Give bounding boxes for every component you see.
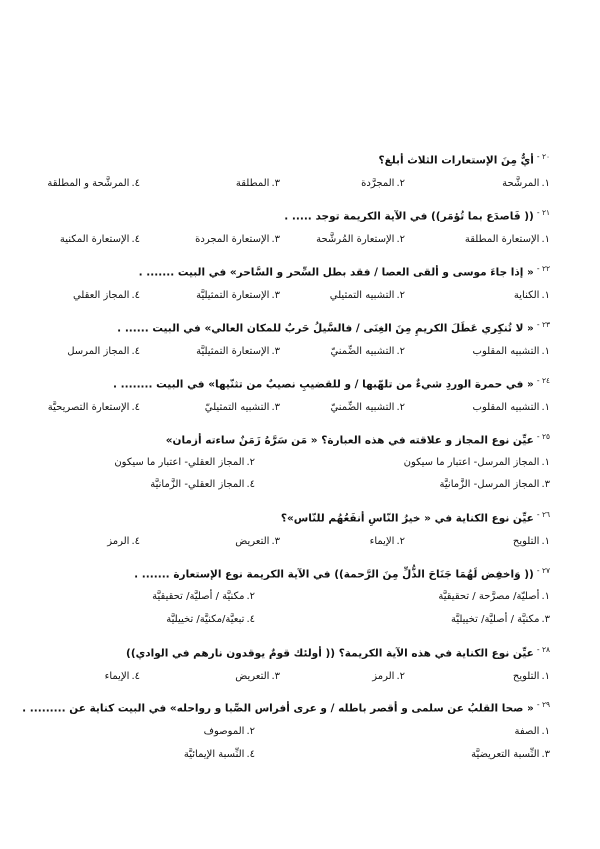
question-number: ٢٨ - — [536, 645, 550, 654]
question-number: ٢٥ - — [536, 432, 550, 441]
option-1[interactable]: ١.التشبيه المقلوب — [472, 346, 550, 357]
options-21 — [40, 234, 550, 250]
option-4[interactable]: ٤.المرشَّحة و المطلقة — [47, 178, 140, 189]
option-3[interactable]: ٣.الإستعارة التمثيليَّة — [196, 290, 280, 301]
question-24 — [113, 376, 550, 391]
question-25 — [166, 432, 550, 447]
options-23 — [40, 346, 550, 362]
option-3[interactable]: ٣.التشبيه التمثيليّ — [204, 402, 280, 413]
option-1[interactable]: ١.التلويح — [512, 536, 550, 547]
question-text: عيِّن نوع الكناية في هذه الآية الكريمة؟ (( أولئك قومٌ يوقدون نارهم في الوادي)) — [126, 647, 534, 660]
option-1[interactable]: ١.الإستعارة المطلقة — [464, 234, 550, 245]
question-text: « صحا القلبُ عن سلمى و أقصر باطله / و عرى أفراس الصِّبا و رواحله» في البيت كناية عن ......... . — [22, 702, 534, 715]
option-2[interactable]: ٢.التشبيه التمثيلي — [329, 290, 405, 301]
question-23 — [117, 320, 550, 335]
option-4[interactable]: ٤.الإستعارة التصريحيَّة — [47, 402, 140, 413]
option-4[interactable]: ٤.الإيماء — [104, 671, 140, 682]
question-number: ٢٣ - — [536, 320, 550, 329]
option-3[interactable]: ٣.التعريض — [235, 671, 280, 682]
option-1[interactable]: ١.الصفة — [514, 726, 550, 737]
options-25-row1 — [40, 457, 550, 473]
options-20 — [40, 178, 550, 194]
option-4[interactable]: ٤.المجاز العقلي — [72, 290, 140, 301]
options-22 — [40, 290, 550, 306]
option-4[interactable]: ٤.المجاز العقلي- الزَّمانيَّة — [150, 479, 255, 490]
options-28 — [40, 671, 550, 687]
option-1[interactable]: ١.التلويح — [512, 671, 550, 682]
option-4[interactable]: ٤.النِّسبة الإيمائيَّة — [183, 749, 255, 760]
option-1[interactable]: ١.أصليّة/ مصرَّحة / تحقيقيَّة — [438, 591, 550, 602]
question-text: أيٌّ مِنَ الإستعارات الثلاث أبلغ؟ — [378, 154, 534, 167]
question-number: ٢٤ - — [536, 376, 550, 385]
option-4[interactable]: ٤.الإستعارة المكنية — [59, 234, 140, 245]
option-2[interactable]: ٢.الإيماء — [369, 536, 405, 547]
question-text: « إذا جاءَ موسى و ألقى العصا / فقد بطل السِّحر و السَّاحر» في البيت ....... . — [138, 266, 534, 279]
options-27-row1 — [40, 591, 550, 607]
option-3[interactable]: ٣.التعريض — [235, 536, 280, 547]
option-4[interactable]: ٤.الرمز — [107, 536, 140, 547]
question-number: ٢٠ - — [536, 152, 550, 161]
option-3[interactable]: ٣.الإستعارة المجردة — [195, 234, 280, 245]
question-21 — [284, 208, 550, 223]
options-27-row2 — [40, 614, 550, 630]
question-22 — [139, 264, 550, 279]
question-number: ٢٢ - — [536, 264, 550, 273]
question-text: « في حمرة الوردِ شيءٌ من تلهّبها / و للقضيبِ نصيبٌ من تثنّيها» في البيت ........ . — [112, 378, 534, 391]
question-text: (( وَاخفِض لَهُمَا جَنَاحَ الذُّلِّ مِنَ الرَّحمة)) في الآية الكريمة نوع الإستعارة ....... . — [134, 568, 534, 581]
options-26 — [40, 536, 550, 552]
options-25-row2 — [40, 479, 550, 495]
option-1[interactable]: ١.الكناية — [513, 290, 550, 301]
option-4[interactable]: ٤.المجاز المرسل — [67, 346, 140, 357]
option-2[interactable]: ٢.الموصوف — [203, 726, 255, 737]
option-2[interactable]: ٢.الإستعارة المُرشَّحة — [316, 234, 405, 245]
options-29-row2 — [40, 749, 550, 765]
option-2[interactable]: ٢.الرمز — [372, 671, 405, 682]
question-number: ٢٩ - — [536, 700, 550, 709]
question-text: (( فَاصدَع بما تُؤمَر)) في الآية الكريمة توجد ..... . — [284, 210, 534, 223]
option-3[interactable]: ٣.المجاز المرسل- الزَّمانيَّة — [439, 479, 550, 490]
options-29-row1 — [40, 726, 550, 742]
option-1[interactable]: ١.المجاز المرسل- اعتبار ما سيكون — [403, 457, 550, 468]
option-3[interactable]: ٣.النِّسبة التعريضيَّة — [471, 749, 550, 760]
option-3[interactable]: ٣.مكنيَّة / أصليَّة/ تخييليَّة — [450, 614, 550, 625]
option-2[interactable]: ٢.المجرَّدة — [361, 178, 405, 189]
question-number: ٢٦ - — [536, 510, 550, 519]
question-28 — [126, 645, 550, 660]
option-2[interactable]: ٢.التشبيه الضِّمنيّ — [330, 402, 405, 413]
option-4[interactable]: ٤.تبعيَّة/مكنيَّة/ تخييليَّة — [166, 614, 255, 625]
option-2[interactable]: ٢.مكنيَّة / أصليَّة/ تحقيقيَّة — [152, 591, 255, 602]
option-1[interactable]: ١.التشبيه المقلوب — [472, 402, 550, 413]
options-24 — [40, 402, 550, 418]
question-text: « لا تُنكِري عَطَلَ الكريمِ مِنَ الغِنَى / فالسَّيلُ حَربٌ للمكان العالي» في البيت ...... . — [117, 322, 534, 335]
question-27 — [134, 566, 550, 581]
question-29 — [22, 700, 550, 715]
option-3[interactable]: ٣.الإستعارة التمثيليَّة — [196, 346, 280, 357]
question-number: ٢٧ - — [536, 566, 550, 575]
option-3[interactable]: ٣.المطلقة — [235, 178, 280, 189]
option-2[interactable]: ٢.المجاز العقلي- اعتبار ما سيكون — [114, 457, 255, 468]
question-26 — [281, 510, 550, 525]
question-text: عيِّن نوع الكناية في « خيرُ النّاسِ أنفَعُهُم للنّاس»؟ — [280, 512, 534, 525]
option-1[interactable]: ١.المرشَّحة — [502, 178, 550, 189]
option-2[interactable]: ٢.التشبيه الضِّمنيّ — [330, 346, 405, 357]
question-number: ٢١ - — [536, 208, 550, 217]
question-20 — [379, 152, 551, 167]
question-text: عيِّن نوع المجاز و علاقته في هذه العبارة؟ « مَن سَرَّهُ زَمَنٌ ساءته أزمان» — [165, 434, 534, 447]
